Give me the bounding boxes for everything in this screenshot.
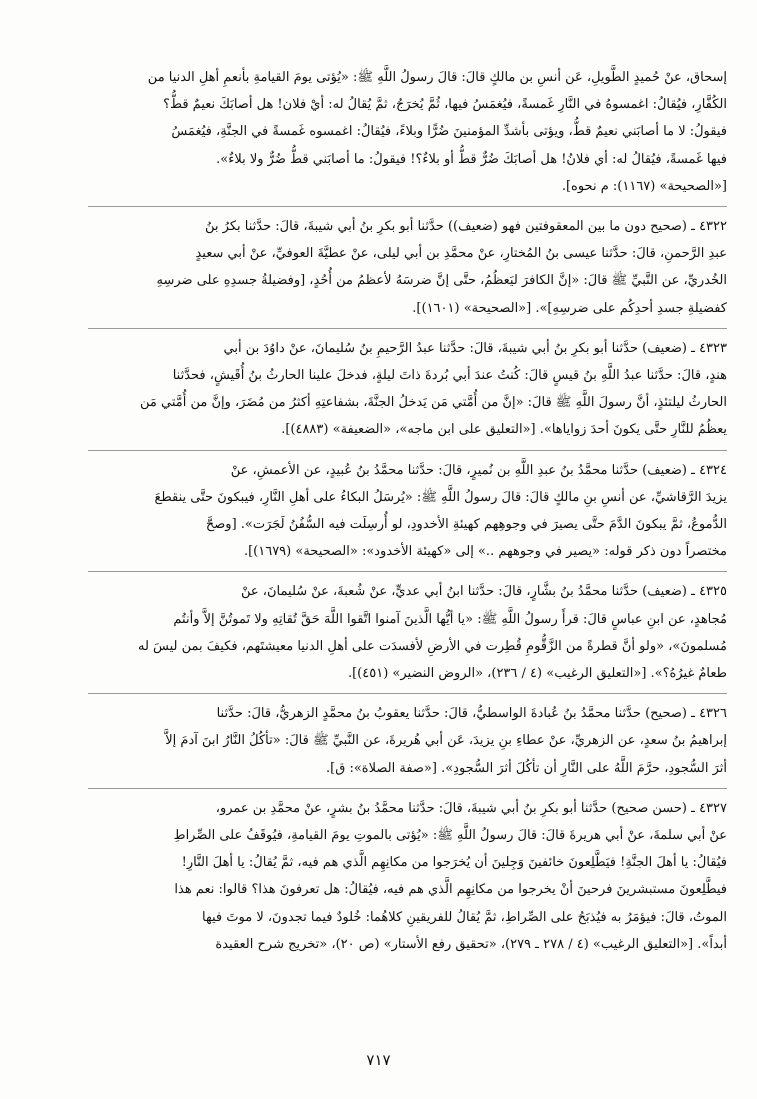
text-line: فيقولُ: لا ما أصابَني نعيمٌ قطُّ، ويؤتى بأشدِّ المؤمنينَ ضُرًّا وبلاءً، فيُقالُ: اغمسوه غَمسةً في الجنَّةِ، فيُغمَسُ xyxy=(171,124,727,140)
text-line: الكُفَّارِ، فيُقالُ: اغمسوهُ في النَّارِ غَمسةً، فيُغمَسُ فيها، ثُمَّ يُخرَجُ، ثمَّ يُقالُ له: أيْ فلان! هل أصابَكَ نعيمٌ قطُّ؟ xyxy=(163,97,727,113)
hadith-4327 xyxy=(88,795,727,958)
hadith-4323 xyxy=(88,335,727,444)
text-line: [«الصحيحة» (١١٦٧): م نحوه]. xyxy=(561,178,727,194)
text-line: يعظُمُ للنَّارِ حتَّى يكونَ أحدَ زواياها». [«التعليق على ابن ماجه»، «الضعيفة» (٤٨٨٣)]. xyxy=(281,422,727,438)
text-line: ٤٣٢٦ ـ (صحيح) حدَّثنا محمَّدُ بنُ عُبادةَ الواسطيُّ، قالَ: حدَّثنا يعقوبُ بنُ محمَّدٍ الزهريُّ، قالَ: حدَّثنا xyxy=(216,706,727,722)
text-line: ٤٣٢٥ ـ (ضعيف) حدَّثنا محمَّدُ بنُ بشَّارٍ، قالَ: حدَّثنا ابنُ أبي عديٍّ، عنْ شُعبةَ، عنْ سُليمانَ، عنْ xyxy=(241,584,727,600)
text-line: ٤٣٢٢ ـ (صحيح دون ما بين المعقوفتين فهو (ضعيف)) حدَّثنا أبو بكرِ بنُ أبي شيبةَ، قالَ: حدَّثنا بكرُ بنُ xyxy=(205,219,727,235)
text-line: يزيدَ الرَّقاشيِّ، عن أنسِ بنِ مالكٍ قالَ: قالَ رسولُ اللَّهِ ﷺ: «يُرسَلُ البكاءُ على أهلِ النَّارِ، فيبكونَ حتَّى ينقطعَ xyxy=(154,489,727,505)
text-line: فيُقالُ: يا أهلَ الجنَّةِ! فيَطَّلِعونَ خائفينَ وَجِلينَ أن يُخرَجوا من مكانِهِم الَّذي هم فيه، ثمَّ يُقالُ: يا أهلَ النَّارِ! xyxy=(181,855,727,871)
hadith-continuation xyxy=(88,64,727,200)
separator-line xyxy=(88,328,727,329)
text-line: مختصراً دون ذكر قوله: «يصير في وجوههم ..» إلى «كهيئة الأخدود»: «الصحيحة» (١٦٧٩)]. xyxy=(243,544,727,560)
text-line: طعامٌ غيرُهُ؟». [«التعليق الرغيب» (٤ / ٢٣٦)، «الروض النضير» (٤٥١)]. xyxy=(347,666,727,682)
text-line: إبراهيمُ بنُ سعدٍ، عن الزهريِّ، عنْ عطاءِ بنِ يزيدَ، عَن أبي هُريرةَ، عن النَّبيِّ ﷺ قالَ: «تأكُلُ النَّارُ ابنَ آدمَ إلاَّ xyxy=(165,733,727,749)
hadith-4322 xyxy=(88,213,727,322)
separator-line xyxy=(88,693,727,694)
text-line: فيطَّلِعونَ مستبشرينَ فرحينَ أنْ يخرجوا من مكانِهِم الَّذي هم فيه، فيُقالُ: هل تعرفونَ هذا؟ قالوا: نعم هذا xyxy=(174,882,727,898)
text-line: ٤٣٢٤ ـ (ضعيف) حدَّثنا محمَّدُ بنُ عبدِ اللَّهِ بن نُميرٍ، قالَ: حدَّثنا محمَّدُ بنُ عُبيدٍ، عن الأعمشِ، عنْ xyxy=(230,462,727,478)
text-line: الحارثُ ليلتئذٍ، أنَّ رسولَ اللَّهِ ﷺ قالَ: «إنَّ من أُمَّتي مَن يَدخلُ الجنَّةَ، بشفاعتِهِ أكثرُ من مُضَرَ، وإنَّ من أُمَّتي مَن xyxy=(140,395,727,411)
separator-line xyxy=(88,206,727,207)
hadith-4326 xyxy=(88,700,727,782)
text-line: الموتُ، قالَ: فيؤمَرُ به فيُذبَحُ على الصِّراطِ، ثمَّ يُقالُ للفريقينِ كلاهُما: خُلودٌ فيما تجدونَ، لا موتَ فيها xyxy=(202,909,727,925)
text-line: الخُدريِّ، عن النَّبيِّ ﷺ قالَ: «إنَّ الكافرَ ليَعظُمُ، حتَّى إنَّ ضرسَهُ لأعظمُ من أُحُدٍ، [وفضيلةُ جسدِهِ على ضرسِهِ xyxy=(156,273,727,289)
text-line: عنْ أبي سلمةَ، عنْ أبي هريرةَ قالَ: قالَ رسولُ اللَّهِ ﷺ: «يُؤتى بالموتِ يومَ القيامةِ، فيُوقَفُ على الصِّراطِ xyxy=(173,828,727,844)
hadith-text-block xyxy=(88,64,727,958)
separator-line xyxy=(88,788,727,789)
text-line: ٤٣٢٧ ـ (حسن صحيح) حدَّثنا أبو بكرِ بنُ أبي شيبةَ، قالَ: حدَّثنا محمَّدُ بنُ بشرٍ، عنْ محمَّدِ بن عمرو، xyxy=(215,800,727,816)
text-line: إسحاق، عنْ حُميدٍ الطَّويلِ، عَن أنسِ بن مالكٍ قالَ: قالَ رسولُ اللَّهِ ﷺ: «يُؤتى يومَ القيامةِ بأنعمِ أهلِ الدنيا من xyxy=(147,70,727,85)
page-number: ٧١٧ xyxy=(366,1051,391,1069)
text-line: مُسلمونَ»، «ولو أنَّ قطرةً من الزَّقُّومِ قُطِرت في الأرضِ لأفسدَت على أهلِ الدنيا معيشتَهم، فكيفَ بمن ليسَ له xyxy=(137,638,727,654)
text-line: مُجاهدٍ، عن ابنِ عباسٍ قالَ: قرأَ رسولُ اللَّهِ ﷺ: «يا أيُّها الَّذينَ آمنوا اتَّقوا اللَّهَ حَقَّ تُقاتِهِ ولا تَموتُنَّ إلاَّ وأنتُم xyxy=(173,611,727,627)
separator-line xyxy=(88,571,727,572)
text-line: هندٍ، قالَ: حدَّثنا عبدُ اللَّهِ بنُ قيسٍ قالَ: كُنتُ عندَ أبي بُردةَ ذاتَ ليلةٍ، فدخلَ علينا الحارثُ بنُ أُقَيشٍ، فحدَّثنا xyxy=(172,368,727,384)
hadith-4325 xyxy=(88,578,727,687)
text-line: كفضيلةِ جسدِ أحدِكُم على ضرسِهِ]». [«الصحيحة» (١٦٠١)]. xyxy=(412,300,727,316)
text-line: الدُّموعُ، ثمَّ يبكونَ الدَّمَ حتَّى يصيرَ في وجوهِهم كهيئةِ الأخدودِ، لو أُرسِلَت فيه السُّفُنُ لَجَرَت». [وصحَّ xyxy=(205,517,727,533)
text-line: ٤٣٢٣ ـ (ضعيف) حدَّثنا أبو بكرِ بنُ أبي شيبةَ، قالَ: حدَّثنا عبدُ الرَّحيمِ بنُ سُليمانَ، عنْ داوُدَ بن أبي xyxy=(223,340,727,356)
text-line: أثرَ السُّجودِ، حرَّمَ اللَّهُ على النَّارِ أن تأكُلَ أثرَ السُّجودِ». [«صفة الصلاة»: ق]. xyxy=(326,760,727,776)
separator-line xyxy=(88,450,727,451)
hadith-4324 xyxy=(88,457,727,566)
text-line: أبداً». [«التعليق الرغيب» (٤ / ٢٧٨ ـ ٢٧٩)، «تحقيق رفع الأستار» (ص ٢٠)، «تخريج شرح العقيدة xyxy=(215,936,727,952)
text-line: فيها غَمسةً، فيُقالُ له: أي فلانُ! هل أصابَكَ ضُرٌّ قطُّ أو بلاءٌ؟! فيقولُ: ما أصابَني قطُّ ضُرٌّ ولا بلاءٌ». xyxy=(216,151,727,167)
text-line: عبدِ الرَّحمنِ، قالَ: حدَّثنا عيسى بنُ المُختارِ، عنْ محمَّدِ بن أبي ليلى، عنْ عطيَّةَ العوفيِّ، عنْ أبي سعيدٍ xyxy=(195,246,727,262)
